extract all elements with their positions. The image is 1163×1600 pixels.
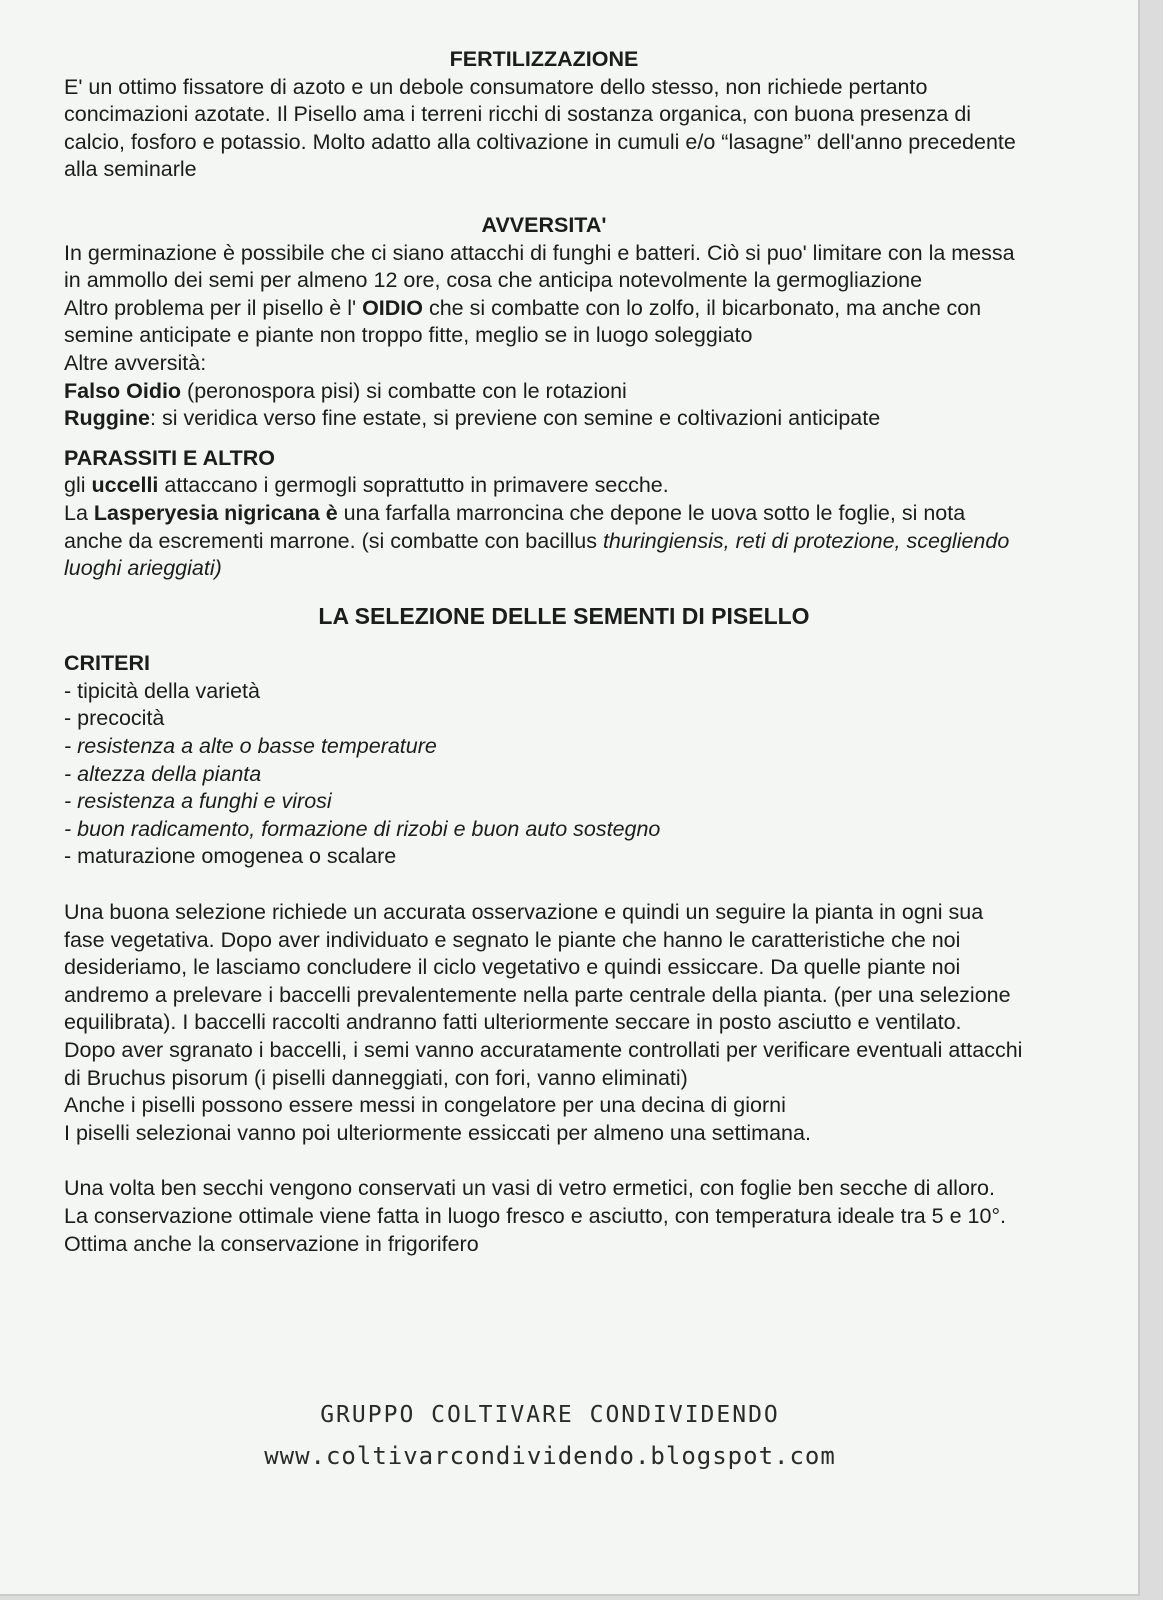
selezione-paragraph-1: Una buona selezione richiede un accurata osservazione e quindi un seguire la pianta in ogni sua fase vegetativa. Dopo aver individuato e segnato le piante che hanno le caratteristiche che noi desideriamo, le lasciamo concludere il ciclo vegetativo e quindi essiccare. Da quelle piante noi andremo a prelevare i baccelli prevalentemente nella parte centrale della pianta. (per una selezione equilibrata). I baccelli raccolti andranno fatti ulteriormente seccare in posto asciutto e ventilato. [64,900,1011,1035]
footer-website-url: www.coltivarcondividendo.blogspot.com [264,1442,836,1470]
criterio-6: - buon radicamento, formazione di rizobi e buon auto sostegno [64,816,661,841]
criterio-1: - tipicità della varietà [64,678,260,703]
avversita-paragraph-1: In germinazione è possibile che ci siano attacchi di funghi e batteri. Ciò si puo' limitare con la messa in ammollo dei semi per almeno 12 ore, cosa che anticipa notevolmente la germogliazione [64,240,1015,293]
document-body [64,46,1024,1258]
parassiti-line-2: La Lasperyesia nigricana è una farfalla marroncina che depone le uova sotto le foglie, si nota anche da escrementi marrone. (si combatte con bacillus thuringiensis, reti di protezione, scegliendo luoghi arieggiati) [64,500,1010,581]
footer-group-name: GRUPPO COLTIVARE CONDIVIDENDO [320,1402,780,1428]
conservazione-paragraph: Una volta ben secchi vengono conservati un vasi di vetro ermetici, con foglie ben secche di alloro. La conservazione ottimale viene fatta in luogo fresco e asciutto, con temperatura ideale tra 5 e 10°. Ottima anche la conservazione in frigorifero [64,1176,1007,1256]
avversita-title: AVVERSITA' [481,212,607,237]
selezione-paragraph-3: Anche i piselli possono essere messi in congelatore per una decina di giorni [64,1093,786,1118]
avversita-paragraph-3: Altre avversità: [64,350,207,375]
avversita-paragraph-2: Altro problema per il pisello è l' OIDIO che si combatte con lo zolfo, il bicarbonato, ma anche con semine anticipate e piante non troppo fitte, meglio se in luogo soleggiato [64,295,982,348]
fertilizzazione-title: FERTILIZZAZIONE [449,47,639,71]
oidio-term: OIDIO [362,295,423,320]
criterio-7: - maturazione omogenea o scalare [64,844,397,869]
avversita-ruggine: Ruggine: si veridica verso fine estate, si previene con semine e coltivazioni anticipate [64,406,881,431]
parassiti-line-1: gli uccelli attaccano i germogli soprattutto in primavere secche. [64,473,669,498]
selezione-paragraph-2: Dopo aver sgranato i baccelli, i semi vanno accuratamente controllati per verificare eventuali attacchi di Bruchus pisorum (i piselli danneggiati, con fori, vanno eliminati) [64,1038,1023,1090]
criteri-title: CRITERI [64,651,150,676]
criterio-4: - altezza della pianta [64,761,262,786]
parassiti-title: PARASSITI E ALTRO [64,445,276,470]
avversita-falso-oidio: Falso Oidio (peronospora pisi) si combatte con le rotazioni [64,378,627,403]
selezione-title: LA SELEZIONE DELLE SEMENTI DI PISELLO [318,602,810,629]
criterio-5: - resistenza a funghi e virosi [64,789,332,814]
fertilizzazione-text: E' un ottimo fissatore di azoto e un debole consumatore dello stesso, non richiede pertanto concimazioni azotate. Il Pisello ama i terreni ricchi di sostanza organica, con buona presenza di calcio, fosforo e potassio. Molto adatto alla coltivazione in cumuli e/o “lasagne” dell'anno precedente alla seminarle [64,74,1016,182]
selezione-paragraph-4: I piselli selezionai vanno poi ulteriormente essiccati per almeno una settimana. [64,1120,811,1145]
criterio-2: - precocità [64,706,165,731]
criterio-3: - resistenza a alte o basse temperature [64,734,437,759]
